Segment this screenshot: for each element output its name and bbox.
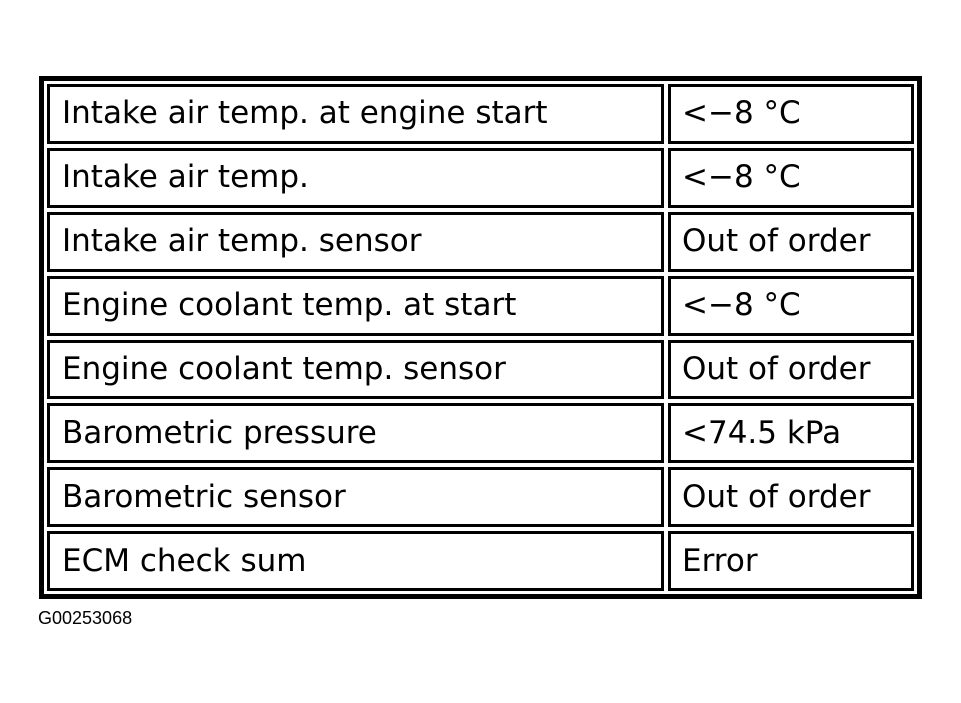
table-row — [47, 276, 914, 336]
value-cell: Out of order — [668, 340, 914, 400]
parameter-cell: ECM check sum — [47, 531, 664, 591]
table-row — [47, 531, 914, 591]
table-rows — [47, 84, 914, 591]
table-row — [47, 84, 914, 144]
parameter-cell: Intake air temp. at engine start — [47, 84, 664, 144]
parameter-cell: Engine coolant temp. at start — [47, 276, 664, 336]
figure-id: G00253068 — [38, 608, 133, 628]
parameter-cell: Engine coolant temp. sensor — [47, 340, 664, 400]
value-cell: <74.5 kPa — [668, 403, 914, 463]
table-row — [47, 148, 914, 208]
condition-table — [39, 76, 922, 599]
table-row — [47, 212, 914, 272]
value-cell: <−8 °C — [668, 276, 914, 336]
table-row — [47, 467, 914, 527]
value-cell: Error — [668, 531, 914, 591]
value-cell: <−8 °C — [668, 148, 914, 208]
table-row — [47, 340, 914, 400]
parameter-cell: Barometric sensor — [47, 467, 664, 527]
parameter-cell: Barometric pressure — [47, 403, 664, 463]
value-cell: <−8 °C — [668, 84, 914, 144]
parameter-cell: Intake air temp. — [47, 148, 664, 208]
value-cell: Out of order — [668, 467, 914, 527]
parameter-cell: Intake air temp. sensor — [47, 212, 664, 272]
table-row — [47, 403, 914, 463]
value-cell: Out of order — [668, 212, 914, 272]
